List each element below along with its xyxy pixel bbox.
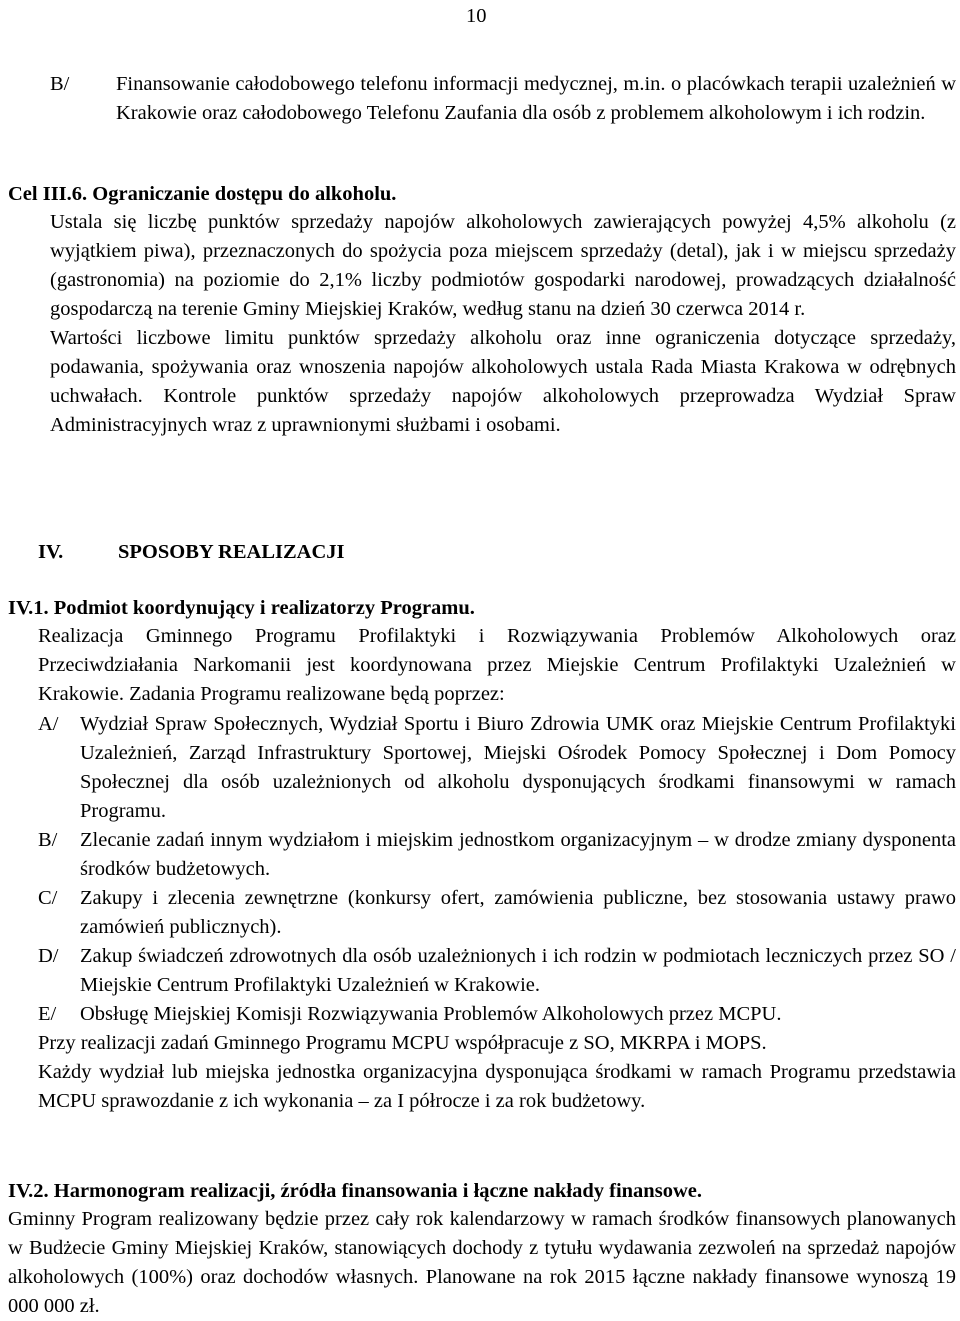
list-item — [38, 884, 956, 942]
list-item — [38, 710, 956, 826]
list-letter: D/ — [38, 945, 59, 967]
paragraph: Każdy wydział lub miejska jednostka organizacyjna dysponująca środkami w ramach Programu przedstawia MCPU sprawozdanie z ich wykonania – za I półrocze i za rok budżetowy. — [38, 1061, 956, 1112]
section-b-item — [50, 70, 956, 128]
subsection-heading: IV.2. Harmonogram realizacji, źródła finansowania i łączne nakłady finansowe. — [8, 1180, 702, 1202]
list-text: Zlecanie zadań innym wydziałom i miejskim jednostkom organizacyjnym – w drodze zmiany dysponenta środków budżetowych. — [80, 829, 956, 880]
list-item — [38, 1000, 956, 1029]
subsection-intro — [38, 622, 956, 709]
paragraph: Gminny Program realizowany będzie przez cały rok kalendarzowy w ramach środków finansowych planowanych w Budżecie Gminy Miejskiej Kraków, stanowiących dochody z tytułu wydawania zezwoleń na sprzedaż napojów alkoholowych (100%) oraz dochodów własnych. Planowane na rok 2015 łączne nakłady finansowe wynoszą 19 000 000 zł. — [8, 1208, 956, 1317]
subsection-heading: IV.1. Podmiot koordynujący i realizatorzy Programu. — [8, 597, 475, 619]
list-letter: B/ — [38, 829, 58, 851]
subsection-body — [8, 1205, 956, 1321]
paragraph: Wartości liczbowe limitu punktów sprzedaży alkoholu oraz inne ograniczenia dotyczące sprzedaży, podawania, spożywania oraz wnoszenia napojów alkoholowych ustala Rada Miasta Krakowa w odrębnych uchwałach. Kontrole punktów sprzedaży napojów alkoholowych przeprowadza Wydział Spraw Administracyjnych wraz z uprawnionymi służbami i osobami. — [50, 327, 956, 436]
paragraph: Realizacja Gminnego Programu Profilaktyki i Rozwiązywania Problemów Alkoholowych oraz Przeciwdziałania Narkomanii jest koordynowana przez Miejskie Centrum Profilaktyki Uzależnień w Krakowie. Zadania Programu realizowane będą poprzez: — [38, 625, 956, 705]
goal-body — [50, 208, 956, 440]
list-item — [38, 826, 956, 884]
list-letter: C/ — [38, 887, 58, 909]
page-number: 10 — [466, 5, 487, 27]
list-item — [38, 942, 956, 1000]
list-letter: A/ — [38, 713, 59, 735]
list-letter: E/ — [38, 1003, 57, 1025]
list-text: Obsługę Miejskiej Komisji Rozwiązywania Problemów Alkoholowych przez MCPU. — [80, 1003, 782, 1025]
list-text: Zakup świadczeń zdrowotnych dla osób uzależnionych i ich rodzin w podmiotach leczniczych przez SO / Miejskie Centrum Profilaktyki Uzależnień w Krakowie. — [80, 945, 956, 996]
section-number: IV. — [38, 541, 64, 563]
tasks-list — [38, 710, 956, 1029]
paragraph: Przy realizacji zadań Gminnego Programu MCPU współpracuje z SO, MKRPA i MOPS. — [38, 1032, 767, 1054]
paragraph: Ustala się liczbę punktów sprzedaży napojów alkoholowych zawierających powyżej 4,5% alkoholu (z wyjątkiem piwa), przeznaczonych do spożycia poza miejscem sprzedaży (detal), jak i w miejscu sprzedaży (gastronomia) na poziomie do 2,1% liczby podmiotów gospodarki narodowej, prowadzących działalność gospodarczą na terenie Gminy Miejskiej Kraków, według stanu na dzień 30 czerwca 2014 r. — [50, 211, 956, 320]
list-letter: B/ — [50, 73, 70, 95]
section-title: SPOSOBY REALIZACJI — [118, 541, 345, 563]
section-heading — [38, 538, 345, 567]
goal-heading: Cel III.6. Ograniczanie dostępu do alkoholu. — [8, 183, 397, 205]
list-text: Wydział Spraw Społecznych, Wydział Sportu i Biuro Zdrowia UMK oraz Miejskie Centrum Profilaktyki Uzależnień, Zarząd Infrastruktury Sportowej, Miejski Ośrodek Pomocy Społecznej i Dom Pomocy Społecznej dla osób uzależnionych od alkoholu dysponujących środkami finansowymi w ramach Programu. — [80, 713, 956, 822]
list-text: Zakupy i zlecenia zewnętrzne (konkursy ofert, zamówienia publiczne, bez stosowania ustawy prawo zamówień publicznych). — [80, 887, 956, 938]
list-text: Finansowanie całodobowego telefonu informacji medycznej, m.in. o placówkach terapii uzależnień w Krakowie oraz całodobowego Telefonu Zaufania dla osób z problemem alkoholowym i ich rodzin. — [116, 73, 956, 124]
subsection-notes — [38, 1029, 956, 1116]
